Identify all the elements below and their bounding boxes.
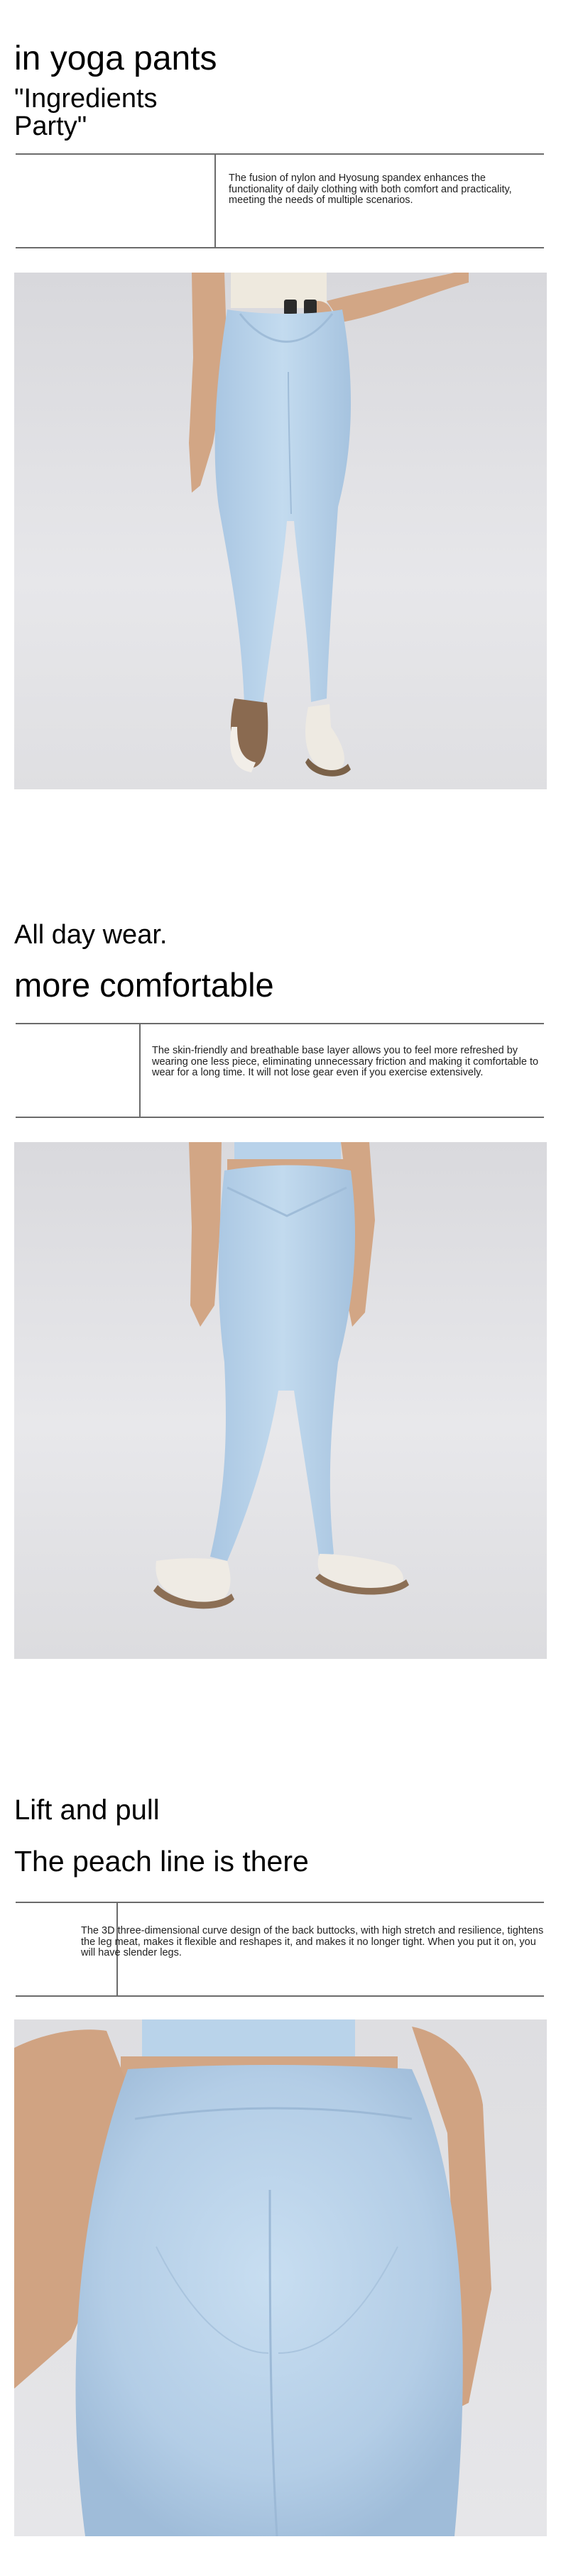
section-2-heading-line-1: All day wear.: [14, 920, 168, 950]
section-1-top-rule: [16, 153, 544, 155]
section-3-top-rule: [16, 1902, 544, 1903]
product-photo-hip-closeup: [14, 2019, 547, 2536]
section-2-divider: [139, 1023, 141, 1118]
section-2-top-rule: [16, 1023, 544, 1024]
section-3-heading-line-1: Lift and pull: [14, 1794, 160, 1826]
section-3-heading-line-2: The peach line is there: [14, 1845, 309, 1878]
section-2-bottom-rule: [16, 1117, 544, 1118]
section-1-heading-line-2: "Ingredients: [14, 84, 158, 114]
section-3-bottom-rule: [16, 1995, 544, 1997]
section-1-heading-line-3: Party": [14, 111, 87, 141]
section-2-description: The skin-friendly and breathable base layer allows you to feel more refreshed by wearing one less piece, eliminating unnecessary friction and making it comfortable to wear for a long time. It will not lose gear even if you exercise extensively.: [152, 1045, 539, 1078]
section-1-bottom-rule: [16, 247, 544, 248]
product-photo-front-view: [14, 1142, 547, 1659]
product-photo-back-view: [14, 273, 547, 789]
section-1-divider: [214, 153, 216, 248]
section-1-description: The fusion of nylon and Hyosung spandex enhances the functionality of daily clothing with both comfort and practicality, meeting the needs of multiple scenarios.: [229, 172, 512, 206]
section-2-heading-line-2: more comfortable: [14, 966, 274, 1004]
section-1-heading-line-1: in yoga pants: [14, 40, 217, 77]
section-3-description: The 3D three-dimensional curve design of the back buttocks, with high stretch and resilience, tightens the leg meat, makes it flexible and reshapes it, and makes it no longer tight. When you put it on, you will have slender legs.: [81, 1925, 544, 1958]
